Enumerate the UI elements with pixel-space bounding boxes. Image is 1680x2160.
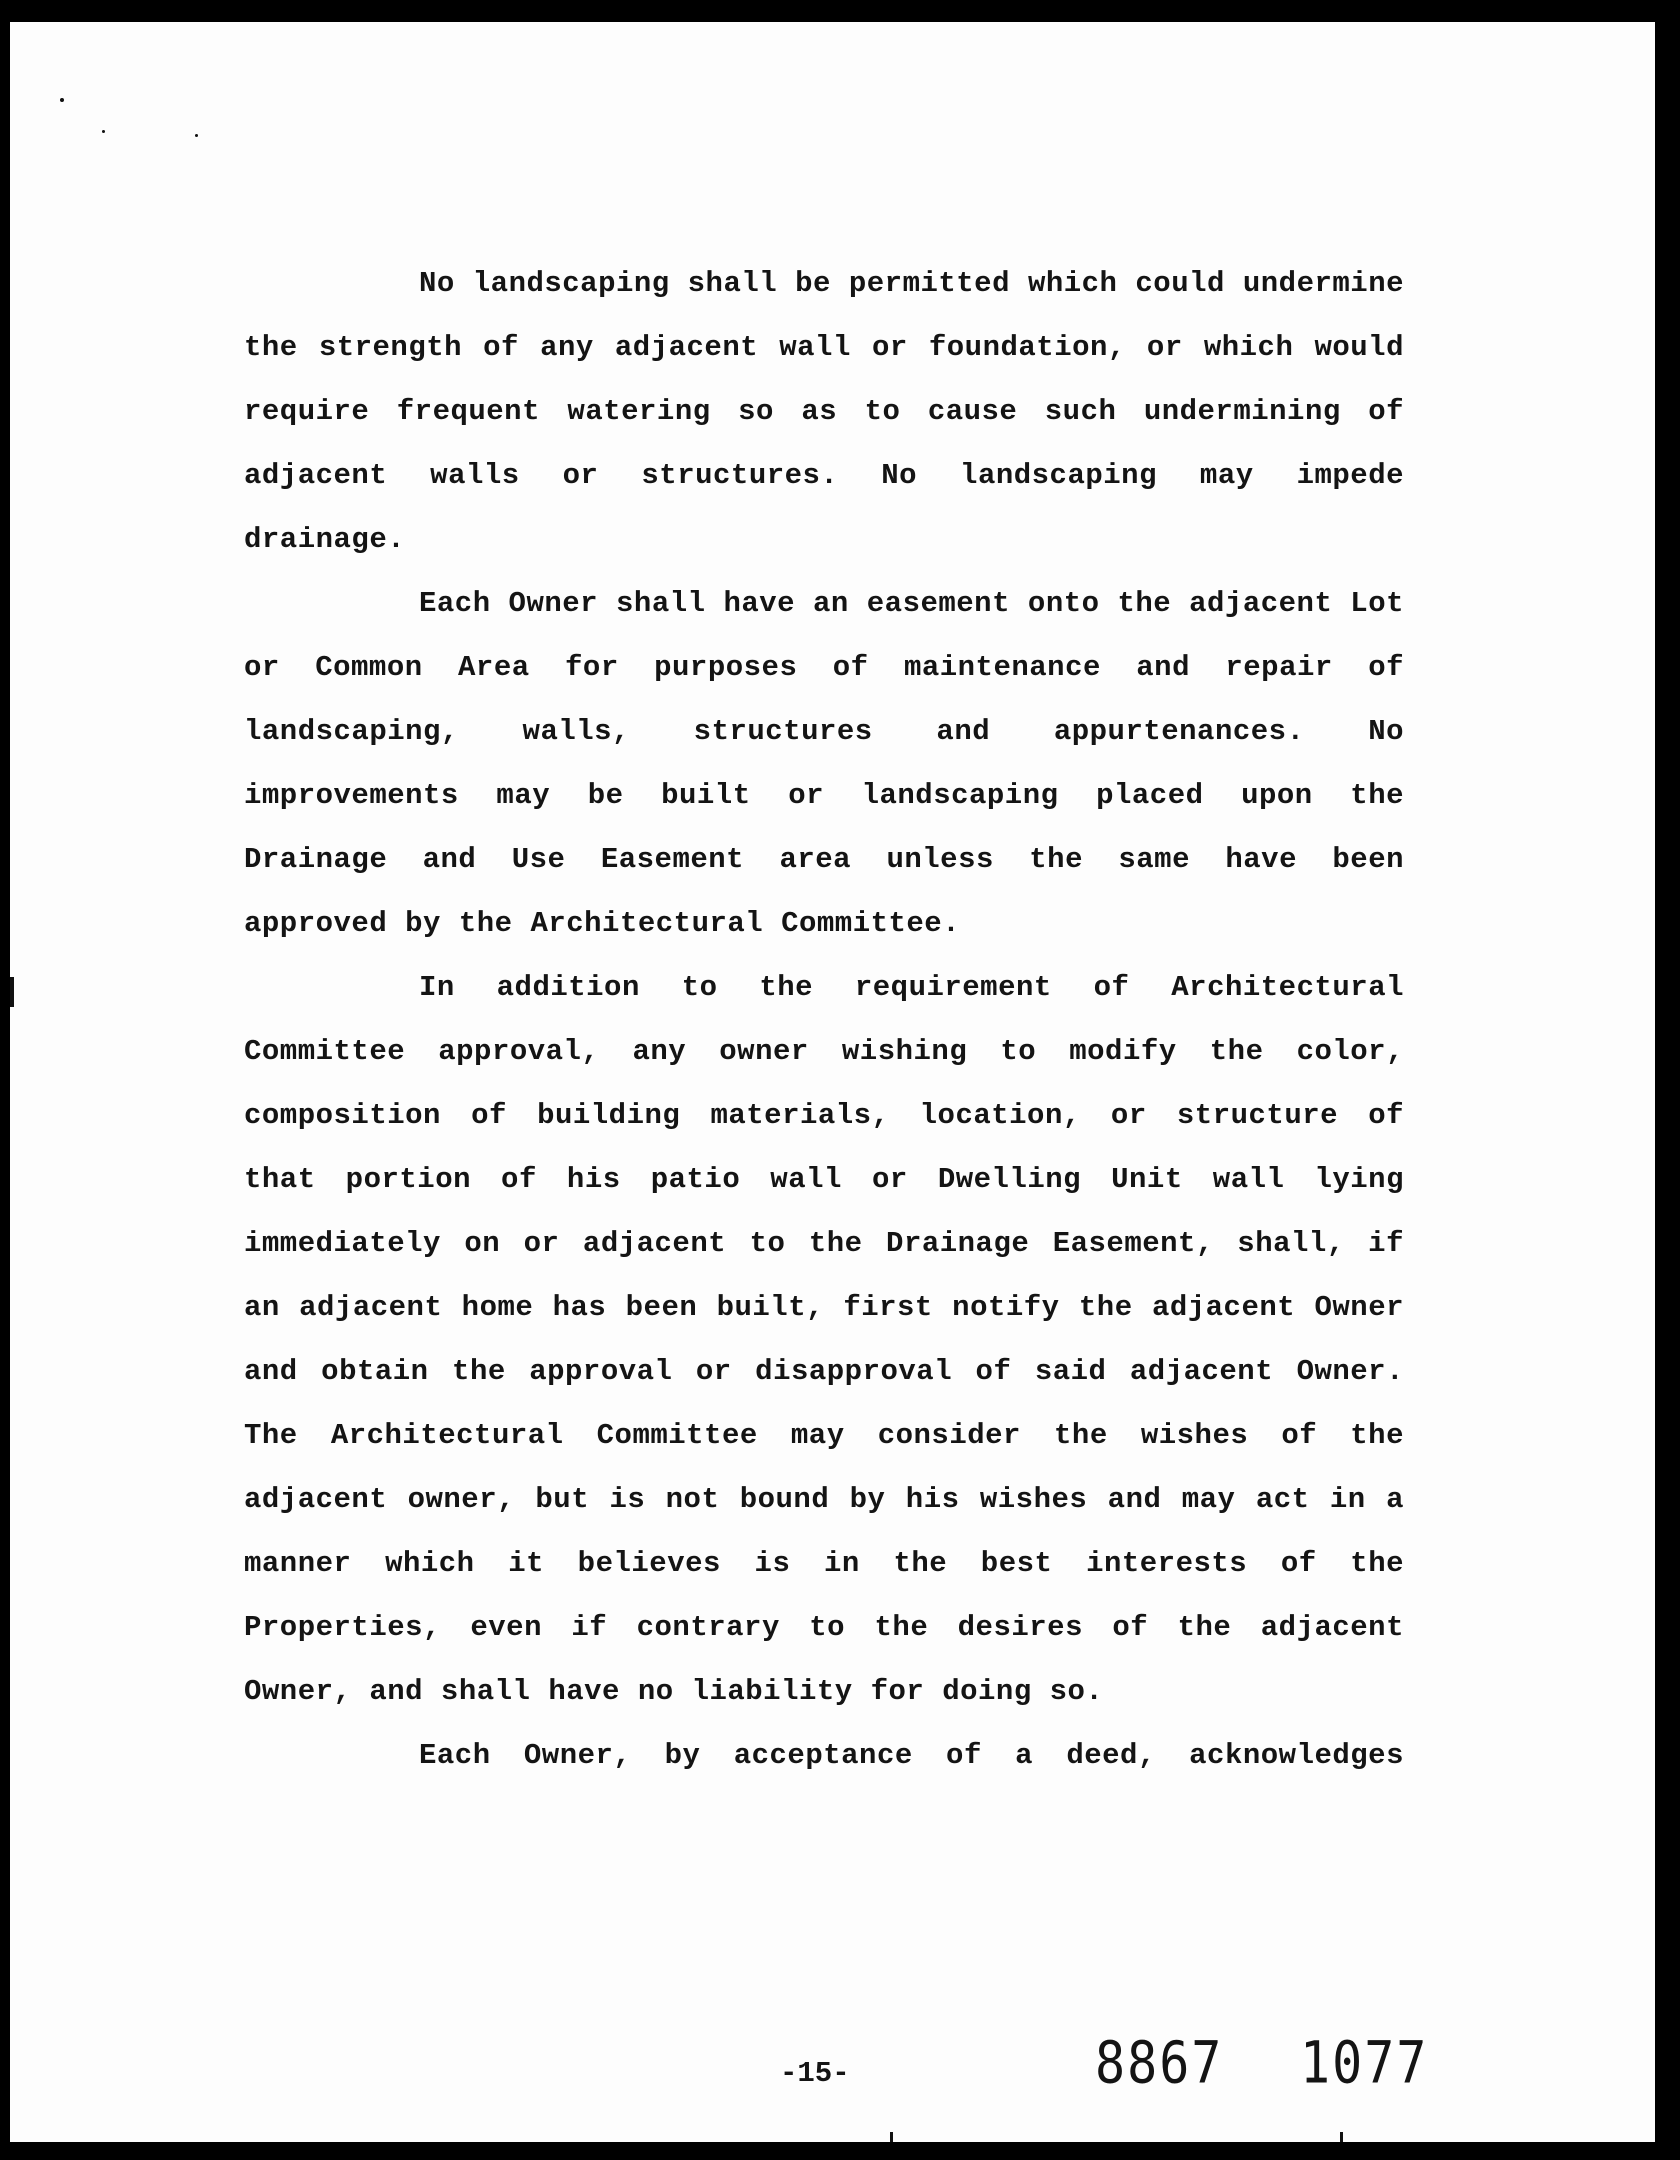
paragraph-easement: Each Owner shall have an easement onto the adjacent Lot or Common Area for purposes of maintenance and repair of landscaping, walls, structures and appurtenances. No improvements may be built or landscaping placed upon the Drainage and Use Easement area unless the same have been approved by the Architectural Committee. [244, 587, 1404, 940]
scan-edge-mark [1340, 2132, 1343, 2142]
document-body [244, 252, 1404, 1788]
scan-edge-mark [10, 977, 14, 1007]
recording-stamp-page: 1077 [1300, 2029, 1429, 2097]
paragraph-architectural-approval: In addition to the requirement of Architectural Committee approval, any owner wishing to modify the color, composition of building materials, location, or structure of that portion of his patio wall or Dwelling Unit wall lying immediately on or adjacent to the Drainage Easement, shall, if an adjacent home has been built, first notify the adjacent Owner and obtain the approval or disapproval of said adjacent Owner. The Architectural Committee may consider the wishes of the adjacent owner, but is not bound by his wishes and may act in a manner which it believes is in the best interests of the Properties, even if contrary to the desires of the adjacent Owner, and shall have no liability for doing so. [244, 971, 1404, 1708]
document-page [10, 22, 1655, 2142]
paragraph-owner-acknowledgement: Each Owner, by acceptance of a deed, acknowledges [419, 1739, 1404, 1772]
scan-speck [195, 134, 198, 137]
recording-stamp-book: 8867 [1095, 2029, 1224, 2097]
scan-edge-mark [890, 2132, 893, 2142]
paragraph-landscaping: No landscaping shall be permitted which could undermine the strength of any adjacent wall or foundation, or which would require frequent watering so as to cause such undermining of adjacent walls or structures. No landscaping may impede drainage. [244, 267, 1404, 556]
scan-speck [60, 98, 64, 102]
page-number: -15- [780, 2057, 850, 2090]
scan-speck [102, 130, 105, 133]
